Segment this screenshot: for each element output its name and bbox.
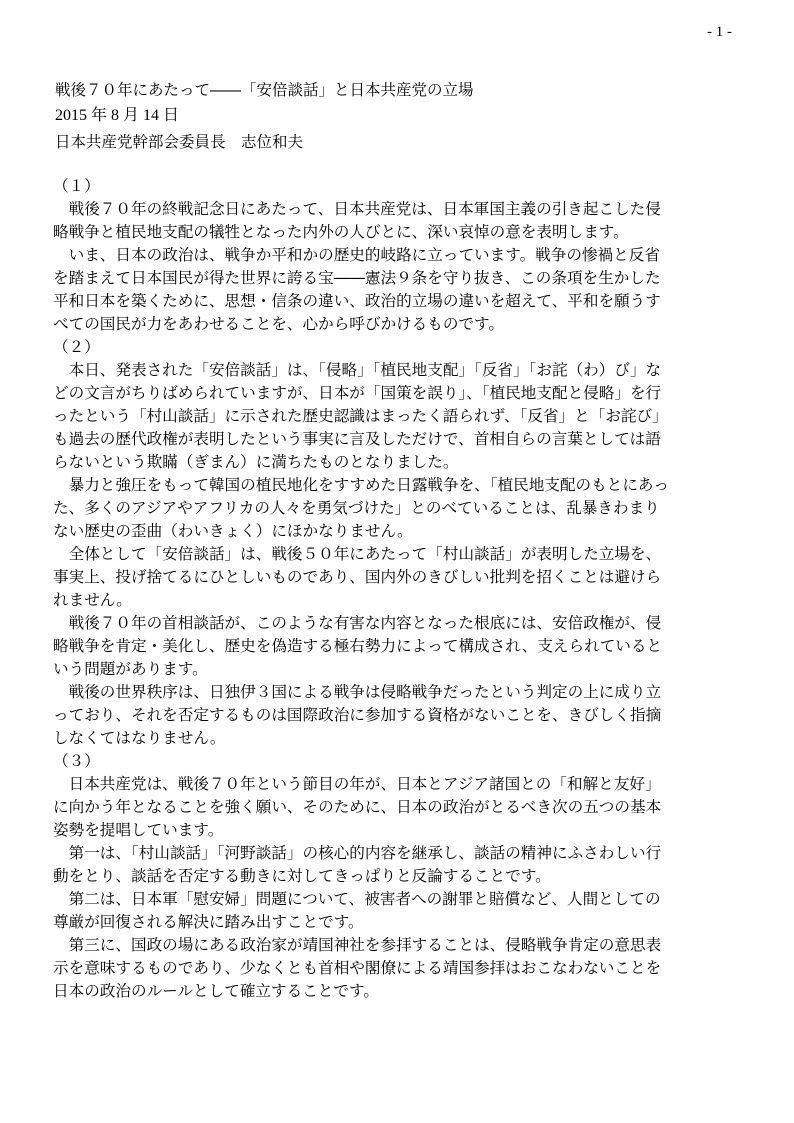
text-line: しなくてはなりません。 <box>53 729 226 747</box>
document-body <box>53 175 753 1003</box>
text-line: 略戦争を肯定・美化し、歴史を偽造する極右勢力によって構成され、支えられていると <box>53 637 663 655</box>
text-line: 略戦争と植民地支配の犠牲となった内外の人びとに、深い哀悼の意を表明します。 <box>53 223 629 241</box>
document-date: 2015 年 8 月 14 日 <box>55 107 180 124</box>
text-line: 尊厳が回復される解決に踏み出すことです。 <box>53 913 364 931</box>
paragraph <box>53 543 753 612</box>
text-line: も過去の歴代政権が表明したという事実に言及しただけで、首相自らの言葉としては語 <box>53 430 661 448</box>
paragraph <box>53 198 753 244</box>
text-line: を踏まえて日本国民が得た世界に誇る宝――憲法９条を守り抜き、この条項を生かした <box>53 269 661 287</box>
paragraph <box>53 773 753 842</box>
text-line: に向かう年となることを強く願い、そのために、日本の政治がとるべき次の五つの基本 <box>53 798 662 816</box>
page-number: - 1 - <box>707 24 732 40</box>
text-line: 第三に、国政の場にある政治家が靖国神社を参拝することは、侵略戦争肯定の意思表 <box>53 936 662 954</box>
text-line: 日本の政治のルールとして確立することです。 <box>53 982 379 1000</box>
text-line: 平和日本を築くために、思想・信条の違い、政治的立場の違いを超えて、平和を願うす <box>53 292 661 310</box>
text-line: 戦後７０年の終戦記念日にあたって、日本共産党は、日本軍国主義の引き起こした侵 <box>53 200 661 218</box>
text-line: ない歴史の歪曲（わいきょく）にほかなりません。 <box>53 522 413 540</box>
text-line: 姿勢を提唱しています。 <box>53 821 224 839</box>
section-heading-3: （３） <box>53 752 100 770</box>
paragraph <box>53 842 753 888</box>
text-line: 示を意味するものであり、少なくとも首相や閣僚による靖国参拝はおこなわないことを <box>53 959 662 977</box>
section-heading-2: （２） <box>53 338 100 356</box>
text-line: れません。 <box>53 591 132 609</box>
paragraph <box>53 934 753 1003</box>
paragraph <box>53 888 753 934</box>
paragraph <box>53 474 753 543</box>
text-line: いう問題があります。 <box>53 660 208 678</box>
text-line: 本日、発表された「安倍談話」は、「侵略」「植民地支配」「反省」「お詫（わ）び」な <box>53 361 662 379</box>
text-line: っており、それを否定するものは国際政治に参加する資格がないことを、きびしく指摘 <box>53 706 662 724</box>
text-line: 第一は、「村山談話」「河野談話」の核心的内容を継承し、談話の精神にふさわしい行 <box>53 844 662 862</box>
document-title: 戦後７０年にあたって――「安倍談話」と日本共産党の立場 <box>55 81 474 99</box>
text-line: 日本共産党は、戦後７０年という節目の年が、日本とアジア諸国との「和解と友好」 <box>53 775 661 793</box>
text-line: 暴力と強圧をもって韓国の植民地化をすすめた日露戦争を、「植民地支配のもとにあっ <box>53 476 669 494</box>
paragraph <box>53 359 753 474</box>
document-author: 日本共産党幹部会委員長 志位和夫 <box>55 133 304 151</box>
paragraph <box>53 612 753 681</box>
text-line: 事実上、投げ捨てるにひとしいものであり、国内外のきびしい批判を招くことは避けら <box>53 568 662 586</box>
text-line: どの文言がちりばめられていますが、日本が「国策を誤り」、「植民地支配と侵略」を行 <box>53 384 662 402</box>
text-line: いま、日本の政治は、戦争か平和かの歴史的岐路に立っています。戦争の惨禍と反省 <box>53 246 660 264</box>
paragraph <box>53 681 753 750</box>
text-line: 戦後７０年の首相談話が、このような有害な内容となった根底には、安倍政権が、侵 <box>53 614 662 632</box>
text-line: 全体として「安倍談話」は、戦後５０年にあたって「村山談話」が表明した立場を、 <box>53 545 662 563</box>
paragraph <box>53 244 753 336</box>
document-header <box>55 77 474 155</box>
section-heading-1: （１） <box>53 177 100 195</box>
text-line: 動をとり、談話を否定する動きに対してきっぱりと反論することです。 <box>53 867 551 885</box>
text-line: べての国民が力をあわせることを、心から呼びかけるものです。 <box>53 315 504 333</box>
text-line: 戦後の世界秩序は、日独伊３国による戦争は侵略戦争だったという判定の上に成り立 <box>53 683 662 701</box>
text-line: らないという欺瞞（ぎまん）に満ちたものとなりました。 <box>53 453 459 471</box>
text-line: 第二は、日本軍「慰安婦」問題について、被害者への謝罪と賠償など、人間としての <box>53 890 661 908</box>
text-line: た、多くのアジアやアフリカの人々を勇気づけた」とのべていることは、乱暴きわまり <box>53 499 660 517</box>
text-line: ったという「村山談話」に示された歴史認識はまったく語られず、「反省」と「お詫び」 <box>53 407 668 425</box>
